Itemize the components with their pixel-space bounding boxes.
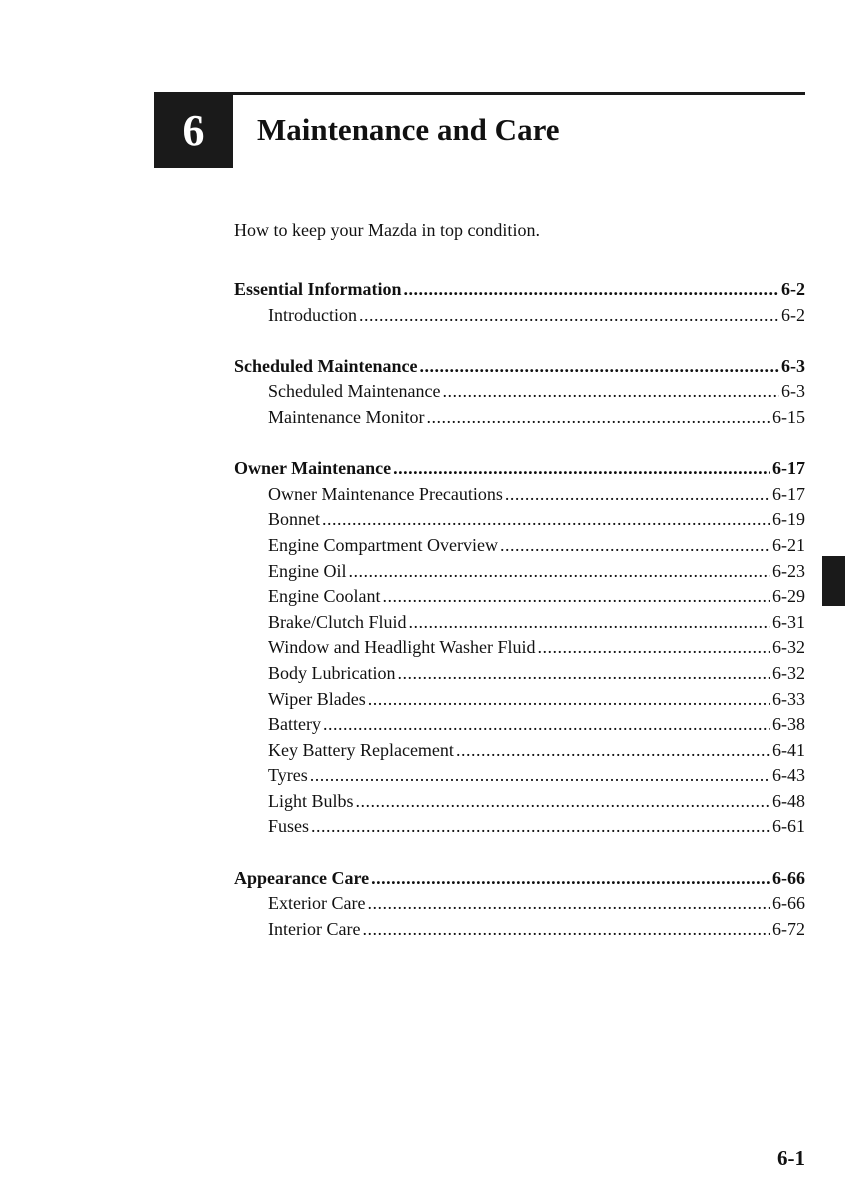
toc-section-heading[interactable] — [234, 354, 805, 380]
chapter-edge-tab — [822, 556, 845, 606]
toc-entry-page: 6-29 — [772, 586, 805, 607]
toc-entry-label: Body Lubrication — [268, 662, 396, 683]
toc-entry-page: 6-3 — [781, 381, 805, 402]
toc-entry-page: 6-31 — [772, 611, 805, 632]
toc-entry-page: 6-2 — [781, 304, 805, 325]
dot-leader — [500, 533, 770, 559]
toc-section — [234, 456, 805, 840]
dot-leader — [382, 584, 770, 610]
dot-leader — [323, 712, 770, 738]
toc-entry-page: 6-38 — [772, 714, 805, 735]
dot-leader — [368, 687, 770, 713]
chapter-intro: How to keep your Mazda in top condition. — [234, 220, 540, 240]
toc-entry-page: 6-66 — [772, 893, 805, 914]
toc-item[interactable] — [234, 405, 805, 431]
toc-entry-page: 6-23 — [772, 560, 805, 581]
toc-entry-label: Scheduled Maintenance — [268, 381, 441, 402]
dot-leader — [409, 610, 771, 636]
toc-item[interactable] — [234, 789, 805, 815]
toc-entry-label: Fuses — [268, 816, 310, 837]
toc-entry-label: Scheduled Maintenance — [234, 355, 418, 376]
toc-entry-label: Owner Maintenance — [234, 458, 392, 479]
toc-entry-page: 6-43 — [772, 765, 805, 786]
dot-leader — [505, 482, 770, 508]
toc-entry-page: 6-3 — [781, 355, 805, 376]
toc-entry-label: Exterior Care — [268, 893, 366, 914]
toc-section-heading[interactable] — [234, 456, 805, 482]
toc-item[interactable] — [234, 635, 805, 661]
dot-leader — [356, 789, 770, 815]
toc-entry-page: 6-48 — [772, 790, 805, 811]
header-rule — [233, 92, 805, 95]
toc-section-heading[interactable] — [234, 866, 805, 892]
toc-entry-label: Tyres — [268, 765, 308, 786]
toc-entry-page: 6-66 — [772, 867, 805, 888]
toc-entry-label: Maintenance Monitor — [268, 406, 425, 427]
toc-entry-label: Owner Maintenance Precautions — [268, 483, 503, 504]
toc-item[interactable] — [234, 482, 805, 508]
dot-leader — [310, 763, 770, 789]
toc-entry-page: 6-21 — [772, 534, 805, 555]
toc-section — [234, 866, 805, 943]
toc-entry-page: 6-33 — [772, 688, 805, 709]
chapter-number: 6 — [182, 105, 205, 155]
page-number: 6-1 — [777, 1146, 805, 1170]
dot-leader — [311, 814, 770, 840]
toc-entry-label: Key Battery Replacement — [268, 739, 454, 760]
toc-entry-page: 6-15 — [772, 406, 805, 427]
toc-item[interactable] — [234, 687, 805, 713]
toc-item[interactable] — [234, 763, 805, 789]
toc-item[interactable] — [234, 712, 805, 738]
toc-entry-page: 6-17 — [772, 458, 805, 479]
toc-entry-label: Brake/Clutch Fluid — [268, 611, 407, 632]
chapter-title: Maintenance and Care — [257, 112, 560, 147]
dot-leader — [442, 379, 779, 405]
toc-entry-page: 6-32 — [772, 662, 805, 683]
dot-leader — [420, 354, 779, 380]
toc-item[interactable] — [234, 584, 805, 610]
toc-item[interactable] — [234, 507, 805, 533]
toc-entry-label: Engine Coolant — [268, 586, 381, 607]
toc-item[interactable] — [234, 610, 805, 636]
toc-entry-label: Appearance Care — [234, 867, 370, 888]
toc-item[interactable] — [234, 814, 805, 840]
toc-item[interactable] — [234, 559, 805, 585]
toc-entry-label: Essential Information — [234, 279, 402, 299]
toc-entry-page: 6-32 — [772, 637, 805, 658]
toc-section — [234, 354, 805, 431]
toc-section-heading[interactable] — [234, 277, 805, 303]
dot-leader — [537, 635, 770, 661]
toc-entry-label: Introduction — [268, 304, 357, 325]
toc-entry-page: 6-2 — [781, 279, 805, 299]
toc-item[interactable] — [234, 738, 805, 764]
dot-leader — [359, 303, 779, 329]
toc-entry-label: Battery — [268, 714, 321, 735]
toc-entry-label: Engine Oil — [268, 560, 347, 581]
toc-entry-label: Interior Care — [268, 918, 361, 939]
dot-leader — [349, 559, 771, 585]
toc-item[interactable] — [234, 379, 805, 405]
dot-leader — [367, 891, 770, 917]
toc-item[interactable] — [234, 891, 805, 917]
toc-item[interactable] — [234, 533, 805, 559]
toc-entry-label: Wiper Blades — [268, 688, 366, 709]
toc-entry-label: Bonnet — [268, 509, 320, 530]
dot-leader — [404, 277, 779, 303]
toc-entry-label: Light Bulbs — [268, 790, 354, 811]
toc-entry-label: Engine Compartment Overview — [268, 534, 498, 555]
table-of-contents — [234, 277, 805, 968]
toc-entry-page: 6-72 — [772, 918, 805, 939]
toc-entry-page: 6-41 — [772, 739, 805, 760]
toc-item[interactable] — [234, 303, 805, 329]
toc-item[interactable] — [234, 661, 805, 687]
toc-entry-page: 6-19 — [772, 509, 805, 530]
dot-leader — [362, 917, 770, 943]
dot-leader — [397, 661, 770, 687]
dot-leader — [371, 866, 770, 892]
dot-leader — [322, 507, 770, 533]
toc-entry-page: 6-61 — [772, 816, 805, 837]
toc-entry-page: 6-17 — [772, 483, 805, 504]
toc-section — [234, 277, 805, 328]
dot-leader — [426, 405, 770, 431]
dot-leader — [393, 456, 770, 482]
chapter-number-box — [154, 92, 233, 168]
toc-item[interactable] — [234, 917, 805, 943]
dot-leader — [456, 738, 770, 764]
toc-entry-label: Window and Headlight Washer Fluid — [268, 637, 536, 658]
